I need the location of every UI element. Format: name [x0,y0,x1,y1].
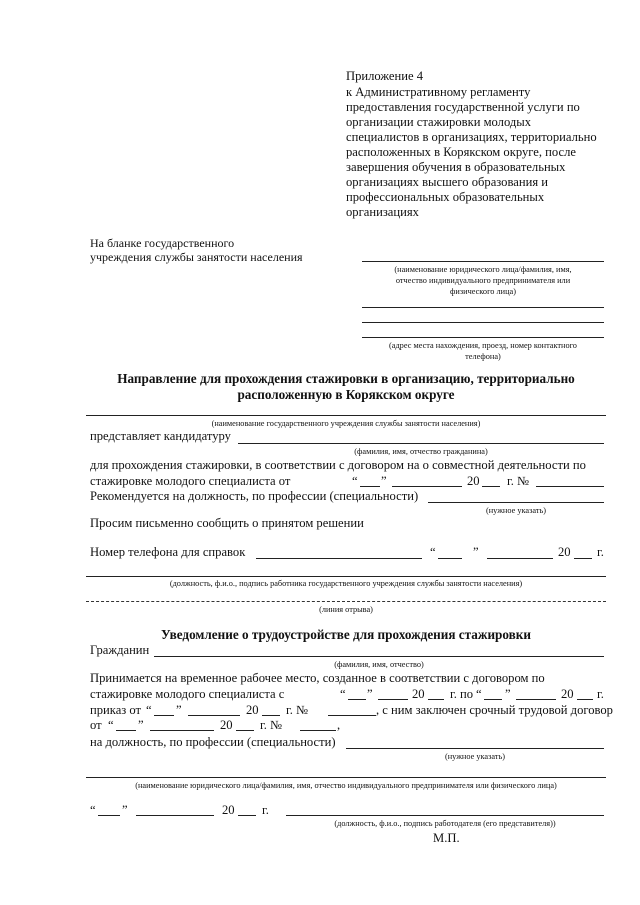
start-quote-close: ” [367,687,373,701]
citizen-hint: (фамилия, имя, отчество) [334,660,424,669]
contract-quote-close: ” [381,474,387,488]
labor-month-field[interactable] [150,730,214,731]
citizen-label: Гражданин [90,643,150,657]
employer-field[interactable] [86,777,606,778]
order-quote-close: ” [176,703,182,717]
labor-year-prefix: 20 [220,718,233,732]
contract-quote-open: “ [352,474,358,488]
final-month-field[interactable] [136,815,214,816]
contract-number-field[interactable] [536,486,604,487]
appendix-line: организациях высшего образования и [346,175,549,189]
direction-signer-field[interactable] [86,576,606,577]
end-quote-close: ” [505,687,511,701]
appendix-line: Приложение 4 [346,69,424,83]
notice-line2: стажировке молодого специалиста с [90,687,285,701]
order-label: приказ от [90,703,142,717]
labor-comma: , [337,718,341,732]
labor-number-field[interactable] [300,730,336,731]
appendix-line: профессиональных образовательных [346,190,545,204]
start-year-prefix: 20 [412,687,425,701]
phone-date-year-prefix: 20 [558,545,571,559]
appendix-line: расположенных в Корякском округе, после [346,145,576,159]
notice-position-label: на должность, по профессии (специальности) [90,735,336,749]
appendix-line: организациях [346,205,419,219]
addressee-name-hint2: отчество индивидуального предпринимателя или [395,276,571,285]
end-g: г. [597,687,604,701]
order-year-prefix: 20 [246,703,259,717]
addressee-address-field-1[interactable] [362,307,604,308]
appendix-line: завершения обучения в образовательных [346,160,566,174]
end-quote-open: “ [476,687,482,701]
cut-line [86,601,606,602]
end-year-prefix: 20 [561,687,574,701]
addressee-name-hint1: (наименование юридического лица/фамилия, имя, [394,265,572,274]
addressee-address-field-2[interactable] [362,322,604,323]
end-month-field[interactable] [516,699,556,700]
contract-year-prefix: 20 [467,474,480,488]
contract-year-field[interactable] [482,486,500,487]
order-number-field[interactable] [328,715,376,716]
phone-date-month-field[interactable] [487,558,553,559]
direction-title-line2: расположенную в Корякском округе [237,387,455,402]
final-quote-open: “ [90,803,96,817]
addressee-name-hint3: физического лица) [450,287,516,296]
phone-label: Номер телефона для справок [90,545,246,559]
start-year-field[interactable] [428,699,444,700]
notice-title: Уведомление о трудоустройстве для прохождения стажировки [161,627,531,642]
candidate-label: представляет кандидатуру [90,429,231,443]
contract-day-field[interactable] [360,486,380,487]
final-year-prefix: 20 [222,803,235,817]
request-text: Просим письменно сообщить о принятом решении [90,516,364,530]
purpose-line: для прохождения стажировки, в соответствии с договором на о совместной деятельности по [90,458,586,472]
letterhead-line1: На бланке государственного [90,236,235,250]
direction-signer-hint: (должность, ф.и.о., подпись работника государственного учреждения службы занятости населения) [169,579,523,588]
phone-date-quote-close: ” [473,545,479,559]
start-month-field[interactable] [378,699,408,700]
labor-ot: от [90,718,102,732]
end-day-field[interactable] [484,699,502,700]
labor-year-field[interactable] [236,730,254,731]
position-label: Рекомендуется на должность, по профессии (специальности) [90,489,419,503]
order-day-field[interactable] [154,715,174,716]
employer-signer-hint: (должность, ф.и.о., подпись работодателя (его представителя)) [334,819,556,828]
order-year-field[interactable] [262,715,280,716]
appendix-line: предоставления государственной услуги по [346,100,580,114]
phone-date-day-field[interactable] [438,558,462,559]
start-g-po: г. по [450,687,474,701]
addressee-address-hint2: телефона) [465,352,501,361]
phone-date-quote-open: “ [430,545,436,559]
notice-position-hint: (нужное указать) [444,752,506,761]
notice-position-field[interactable] [346,748,604,749]
stamp-label: М.П. [433,831,460,845]
addressee-name-field[interactable] [362,261,604,262]
direction-title-line1: Направление для прохождения стажировки в организацию, территориально [117,371,575,386]
contract-line: стажировке молодого специалиста от [90,474,291,488]
labor-day-field[interactable] [116,730,136,731]
position-field[interactable] [428,502,604,503]
position-hint: (нужное указать) [485,506,547,515]
final-quote-close: ” [122,803,128,817]
labor-quote-close: ” [138,718,144,732]
phone-date-year-field[interactable] [574,558,592,559]
appendix-line: к Административному регламенту [346,85,531,99]
appendix-line: организации стажировки молодых [346,115,532,129]
order-month-field[interactable] [188,715,240,716]
candidate-field[interactable] [238,443,604,444]
employer-signer-field[interactable] [286,815,604,816]
start-day-field[interactable] [348,699,366,700]
employer-hint: (наименование юридического лица/фамилия, имя, отчество индивидуального предпринимателя или физического лица) [135,781,557,790]
final-day-field[interactable] [98,815,120,816]
phone-field[interactable] [256,558,422,559]
final-year-field[interactable] [238,815,256,816]
contract-month-field[interactable] [392,486,462,487]
labor-number-label: г. № [260,718,283,732]
order-quote-open: “ [146,703,152,717]
final-g: г. [262,803,269,817]
end-year-field[interactable] [577,699,593,700]
appendix-line: специалистов в организациях, территориально [346,130,597,144]
labor-quote-open: “ [108,718,114,732]
start-quote-open: “ [340,687,346,701]
citizen-field[interactable] [154,656,604,657]
letterhead-line2: учреждения службы занятости населения [90,250,303,264]
notice-line1: Принимается на временное рабочее место, созданное в соответствии с договором по [90,671,545,685]
contract-tail: , с ним заключен срочный трудовой договор [376,703,613,717]
addressee-address-hint1: (адрес места нахождения, проезд, номер контактного [389,341,577,350]
addressee-address-field-3[interactable] [362,337,604,338]
candidate-hint: (фамилия, имя, отчество гражданина) [354,447,488,456]
phone-date-g: г. [597,545,604,559]
institution-field[interactable] [86,415,606,416]
order-number-label: г. № [286,703,309,717]
contract-number-label: г. № [507,474,530,488]
cut-hint: (линия отрыва) [319,605,373,614]
institution-hint: (наименование государственного учреждения службы занятости населения) [211,419,481,428]
